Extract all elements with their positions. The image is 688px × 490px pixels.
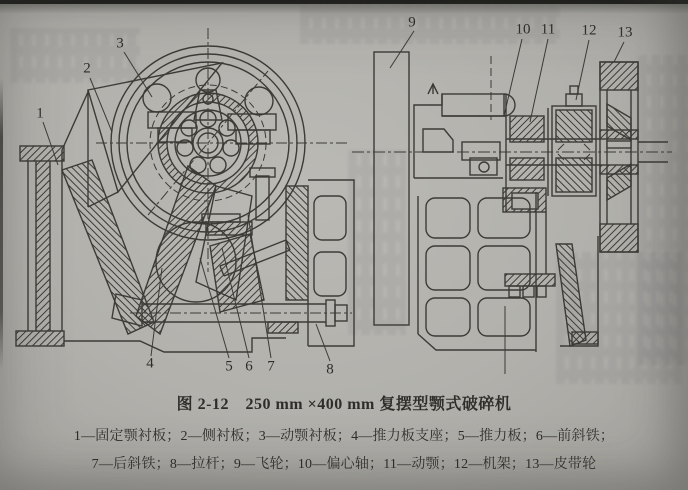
bearing-housing xyxy=(552,86,596,196)
callout-number-6: 6 xyxy=(245,358,253,375)
right-section-view xyxy=(352,31,672,374)
callout-number-1: 1 xyxy=(36,105,44,122)
callout-number-12: 12 xyxy=(581,22,597,39)
fixed-jaw-wall xyxy=(16,92,88,346)
callout-number-7: 7 xyxy=(267,358,275,375)
belt-pulley xyxy=(600,62,668,252)
legend-line-2: 7—后斜铁；8—拉杆；9—飞轮；10—偏心轴；11—动颚；12—机架；13—皮带轮 xyxy=(91,457,597,472)
frame-base xyxy=(64,338,286,352)
flywheel-edge xyxy=(374,52,409,325)
machine-frame xyxy=(418,192,598,352)
callout-number-10: 10 xyxy=(515,21,531,38)
callout-number-2: 2 xyxy=(83,60,91,77)
callout-number-5: 5 xyxy=(225,358,233,375)
callout-number-4: 4 xyxy=(146,355,154,372)
callout-number-11: 11 xyxy=(540,21,556,38)
callout-number-8: 8 xyxy=(326,361,334,378)
callout-number-3: 3 xyxy=(116,35,124,52)
figure-caption: 图 2-12 250 mm ×400 mm 复摆型颚式破碎机 xyxy=(176,396,512,413)
leader-lines-right xyxy=(390,31,624,122)
callout-number-13: 13 xyxy=(617,24,633,41)
pitman-body xyxy=(414,84,515,212)
left-section-view xyxy=(16,28,354,361)
callout-number-9: 9 xyxy=(408,14,416,31)
legend-line-1: 1—固定颚衬板；2—侧衬板；3—动颚衬板；4—推力板支座；5—推力板；6—前斜铁； xyxy=(73,429,615,444)
